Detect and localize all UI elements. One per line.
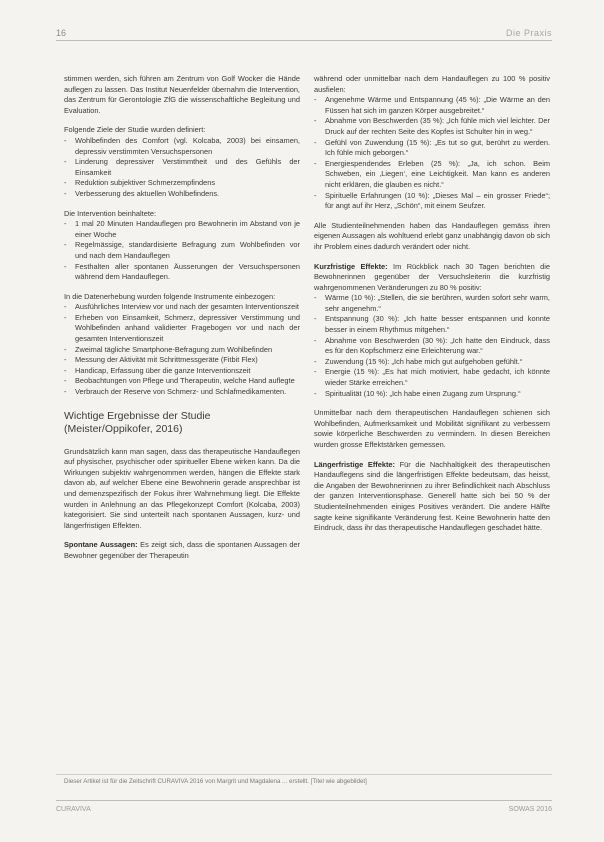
list-item: - Linderung depressiver Verstimmtheit und des Gefühls der Einsamkeit (72, 157, 300, 178)
spontan-label: Spontane Aussagen: (64, 540, 138, 550)
heading-subtitle: (Meister/Oppikofer, 2016) (64, 422, 183, 435)
short-term-text: Im Rückblick nach 30 Tagen berichten die Bewohnerinnen gegenüber der Versuchsleiterin die kurzfristig wahrgenommenen Veränderungen zu 80 % positiv: (314, 261, 550, 292)
left-column (64, 74, 300, 571)
short-term-label: Kurzfristige Effekte: (314, 261, 388, 271)
right-intro: während oder unmittelbar nach dem Handauflegen zu 100 % positiv ausfielen: (314, 74, 550, 94)
list-item: - Gefühl von Zuwendung (15 %): „Es tut so gut, berührt zu werden. Ich fühle mich geborgen.“ (322, 138, 550, 159)
list-item: - Reduktion subjektiver Schmerzempfindens (72, 178, 300, 189)
footnote-rule (56, 774, 552, 775)
footnote: Dieser Artikel ist für die Zeitschrift CURAVIVA 2016 von Margrit und Magdalena ... erstellt. [Titel wie abgebildet] (64, 778, 367, 785)
list-item: - Handicap, Erfassung über die ganze Interventionszeit (72, 366, 300, 377)
section-heading (64, 410, 300, 436)
goals-list (64, 136, 300, 200)
list-item: - Beobachtungen von Pflege und Therapeutin, welche Hand auflegte (72, 376, 300, 387)
after-paragraph: Unmittelbar nach dem therapeutischen Handauflegen schienen sich Wohlbefinden, Aufmerksamkeit und Mobilität signifikant zu verbessern sowie körperliche Beschwerden zu vermindern. In diesen Bereichen wurden grosse Effektstärken gemessen. (314, 408, 550, 449)
list-item: - Verbesserung des aktuellen Wohlbefindens. (72, 189, 300, 200)
list-item: - Erheben von Einsamkeit, Schmerz, depressiver Verstimmung und Wohlbefinden anhand validierter Fragebogen vor und nach der gesamten Interventionszeit (72, 313, 300, 345)
page-number: 16 (56, 28, 67, 38)
list-item: - Zuwendung (15 %): „Ich habe mich gut aufgehoben gefühlt.“ (322, 357, 550, 368)
spontan-text: Es zeigt sich, dass die spontanen Aussagen der Bewohner gegenüber der Therapeutin (64, 540, 301, 560)
list-item: - Spiritualität (10 %): „Ich habe einen Zugang zum Ursprung.“ (322, 389, 550, 400)
footer-rule (56, 800, 552, 801)
goals-intro: Folgende Ziele der Studie wurden definiert: (64, 125, 206, 135)
header-rule (56, 40, 552, 41)
spontan-paragraph (64, 540, 300, 561)
short-term-paragraph (314, 262, 550, 294)
list-item: - Regelmässige, standardisierte Befragung zum Wohlbefinden vor und nach dem Handauflegen (72, 240, 300, 261)
footer-publication: CURAVIVA (56, 806, 91, 813)
list-item: - Angenehme Wärme und Entspannung (45 %): „Die Wärme an den Füssen hat sich im ganzen Körper ausgebreitet.“ (322, 95, 550, 116)
list-item: - Energiespendendes Erleben (25 %): „Ja, ich schon. Beim Schweben, ein ‚Liegen‘, eine Leichtigkeit. Man kann es anderen nicht erklären, die glauben es nicht.“ (322, 159, 550, 191)
data-list (64, 302, 300, 397)
heading-title: Wichtige Ergebnisse der Studie (64, 409, 211, 422)
list-item: - Energie (15 %): „Es hat mich motiviert, habe gedacht, ich könnte wieder Stärke erreichen.“ (322, 367, 550, 388)
intro-paragraph: stimmen werden, sich führen am Zentrum von Golf Wocker die Hände auflegen zu lassen. Das Institut Neuenfelder übernahm die Intervention, das Zentrum für Gerontologie ZfG die wissenschaftliche Begleitung und Evaluation. (64, 74, 300, 115)
list-item: - Festhalten aller spontanen Äusserungen der Versuchspersonen während dem Handauflegen. (72, 262, 300, 283)
list-item: - Abnahme von Beschwerden (35 %): „Ich fühle mich viel leichter. Der Druck auf der rechten Seite des Kopfes ist Schulter hin in weg.“ (322, 116, 550, 137)
right-column (314, 74, 550, 543)
intervention-list (64, 219, 300, 283)
list-item: - Ausführliches Interview vor und nach der gesamten Interventionszeit (72, 302, 300, 313)
list-item: - Wohlbefinden des Comfort (vgl. Kolcaba, 2003) bei einsamen, depressiv verstimmten Versuchspersonen (72, 136, 300, 157)
list-item: - Entspannung (30 %): „Ich hatte besser entspannen und konnte besser in einem Rhythmus mitgehen.“ (322, 314, 550, 335)
data-intro: In die Datenerhebung wurden folgende Instrumente einbezogen: (64, 291, 276, 301)
list-item: - Zweimal tägliche Smartphone-Befragung zum Wohlbefinden (72, 345, 300, 356)
list-item: - Messung der Aktivität mit Schrittmessgeräte (Fitbit Flex) (72, 355, 300, 366)
list-item: - Spirituelle Erfahrungen (10 %): „Dieses Mal – ein grosser Friede“; für angt auf ihr Herz, „Schön“, mit einem Seufzer. (322, 191, 550, 212)
long-term-paragraph (314, 460, 550, 534)
intervention-intro: Die Intervention beinhaltete: (64, 208, 157, 218)
section-header: Die Praxis (505, 28, 552, 38)
list-item: - 1 mal 20 Minuten Handauflegen pro Bewohnerin im Abstand von je einer Woche (72, 219, 300, 240)
summary-paragraph: Alle Studienteilnehmenden haben das Handauflegen gemäss ihren eigenen Aussagen als wohltuend erlebt ganz unabhängig davon ob sich ihr Problem eines dadurch verändert oder nicht. (314, 220, 550, 251)
list-item: - Wärme (10 %): „Stellen, die sie berühren, wurden sofort sehr warm, sehr angenehm.“ (322, 293, 550, 314)
long-term-label: Längerfristige Effekte: (314, 459, 396, 469)
list-item: - Abnahme von Beschwerden (30 %): „Ich hatte den Eindruck, dass es für den Kopfschmerz eine Erleichterung war.“ (322, 336, 550, 357)
short-term-list (314, 293, 550, 399)
results-paragraph: Grundsätzlich kann man sagen, dass das therapeutische Handauflegen auf physischer, psychischer oder spiritueller Ebene wirken kann. Da die Wirkungen subjektiv wahrgenommen werden, hängen die Effekte stark davon ab, auf welcher Ebene eine Bewohnerin gerade ansprechbar ist und demenzspezifisch der Fokus ihrer Wahrnehmung liegt. Die Effekte wurden in Anlehnung an das Pflegekonzept Comfort (Kolcaba, 2003) kategorisiert. Sie sind unterteilt nach spontanen Aussagen, kurz- und längerfristigen Effekten. (64, 446, 300, 530)
long-term-text: Für die Nachhaltigkeit des therapeutischen Handauflegens sind die längerfristigen Effekte bedeutsam, das heisst, die Angaben der Bewohnerinnen zu ihrer Befindlichkeit nach Abschluss der ganzen Interventionsphase. Generell hatte sich bei 50 % der Studienteilnehmenden einiges Positives verändert. Die andere Hälfte sagte keine signifikante Veränderung fest. Keine Bewohnerin hatte den Eindruck, dass ihr das therapeutische Handauflegen geschadet hätte. (314, 459, 550, 533)
list-item: - Verbrauch der Reserve von Schmerz- und Schlafmedikamenten. (72, 387, 300, 398)
quotes-list (314, 95, 550, 212)
footer-issue: SOWAS 2016 (508, 806, 552, 813)
